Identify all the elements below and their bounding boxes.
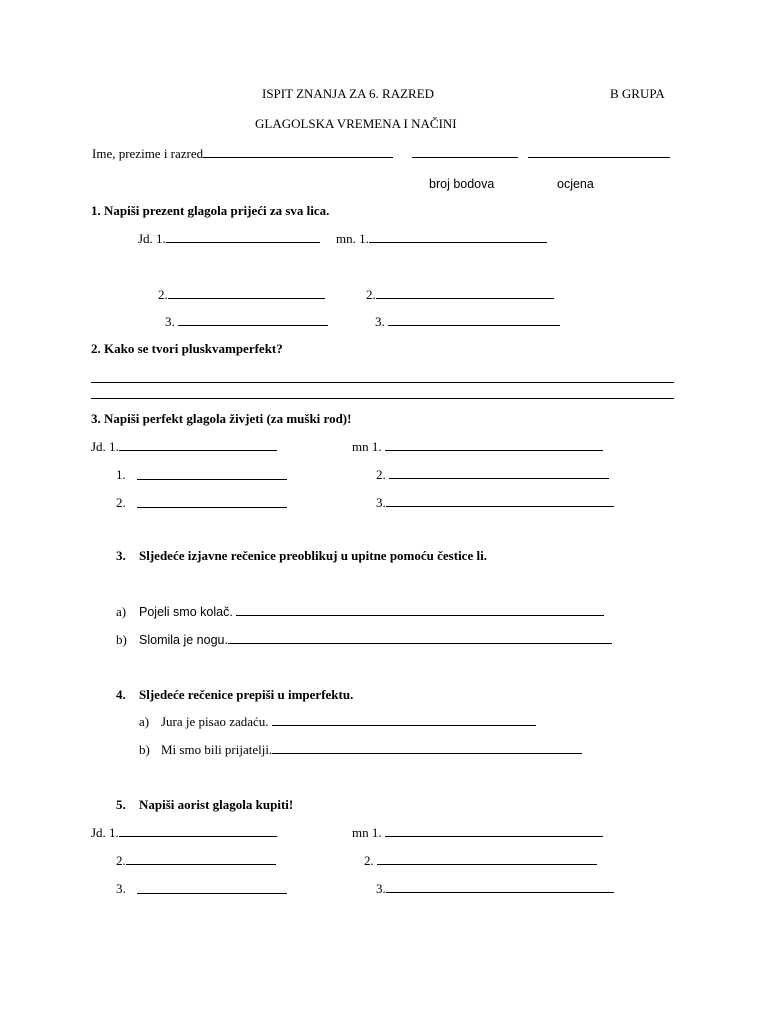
q1-mn1-label: mn. 1. [336, 231, 369, 246]
q3-jd1-blank[interactable] [119, 439, 277, 451]
q1-jd2 [158, 287, 325, 303]
name-label: Ime, prezime i razred [92, 146, 204, 161]
q6-mn1-label: mn 1. [352, 825, 382, 840]
q5-b-marker: b) [139, 742, 150, 757]
question-4-text: Sljedeće izjavne rečenice preoblikuj u upitne pomoću čestice li. [139, 548, 487, 563]
q4-a-text: Pojeli smo kolač. [139, 605, 233, 619]
q1-mn2-blank[interactable] [376, 287, 554, 299]
q6-mn1-blank[interactable] [385, 825, 603, 837]
q6-r2-blank[interactable] [377, 853, 597, 865]
question-5-text: Sljedeće rečenice prepiši u imperfektu. [139, 687, 354, 702]
q1-mn1 [336, 231, 547, 247]
q6-r2 [364, 853, 597, 869]
q3-mn1-label: mn 1. [352, 439, 382, 454]
q6-jd1-blank[interactable] [119, 825, 277, 837]
q5-b-blank[interactable] [272, 742, 582, 754]
q1-mn2-label: 2. [366, 287, 376, 302]
q6-l2 [116, 853, 276, 869]
q1-jd3-blank[interactable] [178, 314, 328, 326]
question-2-text: 2. Kako se tvori pluskvamperfekt? [91, 341, 283, 356]
name-row [92, 146, 393, 162]
question-5-number: 4. [116, 687, 126, 702]
q5-a-marker: a) [139, 714, 150, 729]
answer-line-1[interactable] [91, 382, 674, 383]
q3-r2-blank[interactable] [389, 467, 609, 479]
q6-mn1 [352, 825, 603, 841]
q6-r3 [376, 881, 614, 897]
exam-subtitle: GLAGOLSKA VREMENA I NAČINI [255, 116, 457, 131]
q1-jd3 [165, 314, 328, 330]
q4-b-text: Slomila je nogu. [139, 633, 228, 647]
q6-r3-label: 3. [376, 881, 386, 896]
answer-line-2[interactable] [91, 398, 674, 399]
q3-l1: 1. [116, 467, 126, 482]
q1-mn3 [375, 314, 560, 330]
q3-r2-label: 2. [376, 467, 386, 482]
q3-mn1-blank[interactable] [385, 439, 603, 451]
q3-r2 [376, 467, 609, 483]
q1-mn3-label: 3. [375, 314, 385, 329]
question-4-number: 3. [116, 548, 126, 563]
points-label: broj bodova [429, 177, 495, 191]
q3-r3-blank[interactable] [386, 495, 614, 507]
q3-r3-label: 3. [376, 495, 386, 510]
q1-mn3-blank[interactable] [388, 314, 560, 326]
question-1-text: 1. Napiši prezent glagola prijeći za sva lica. [91, 203, 330, 218]
q5-b-row [161, 742, 582, 758]
q5-a-blank[interactable] [272, 714, 536, 726]
q3-jd1 [91, 439, 277, 455]
q3-r3 [376, 495, 614, 511]
q3-mn1 [352, 439, 603, 455]
name-blank[interactable] [203, 146, 393, 158]
q5-b-text: Mi smo bili prijatelji. [161, 742, 273, 757]
q1-jd2-label: 2. [158, 287, 168, 302]
q6-l3-blank[interactable] [137, 882, 287, 894]
q1-mn1-blank[interactable] [369, 231, 547, 243]
q6-r2-label: 2. [364, 853, 374, 868]
q3-l2-blank[interactable] [137, 496, 287, 508]
q4-b-blank[interactable] [228, 632, 612, 644]
q4-a-blank[interactable] [236, 604, 604, 616]
q5-a-row [161, 714, 536, 730]
q4-b-marker: b) [116, 632, 127, 647]
q6-jd1 [91, 825, 277, 841]
q1-jd3-label: 3. [165, 314, 175, 329]
q6-l3: 3. [116, 881, 126, 896]
q3-l2: 2. [116, 495, 126, 510]
grade-label: ocjena [557, 177, 594, 191]
question-3-text: 3. Napiši perfekt glagola živjeti (za muški rod)! [91, 411, 352, 426]
grade-blank[interactable] [528, 146, 670, 158]
q5-a-text: Jura je pisao zadaću. [161, 714, 269, 729]
points-blank[interactable] [412, 146, 518, 158]
q1-jd2-blank[interactable] [168, 287, 325, 299]
q1-jd1-label: Jd. 1. [138, 231, 166, 246]
q1-jd1 [138, 231, 320, 247]
q3-jd1-label: Jd. 1. [91, 439, 119, 454]
q3-l1-blank[interactable] [137, 468, 287, 480]
q4-b-row [139, 632, 612, 648]
q6-r3-blank[interactable] [386, 881, 614, 893]
q6-jd1-label: Jd. 1. [91, 825, 119, 840]
question-6-number: 5. [116, 797, 126, 812]
question-6-text: Napiši aorist glagola kupiti! [139, 797, 294, 812]
q4-a-marker: a) [116, 604, 127, 619]
q1-jd1-blank[interactable] [166, 231, 320, 243]
group-label: B GRUPA [610, 86, 665, 101]
exam-title: ISPIT ZNANJA ZA 6. RAZRED [262, 86, 435, 101]
q4-a-row [139, 604, 604, 620]
q6-l2-blank[interactable] [126, 853, 276, 865]
q6-l2-label: 2. [116, 853, 126, 868]
q1-mn2 [366, 287, 554, 303]
